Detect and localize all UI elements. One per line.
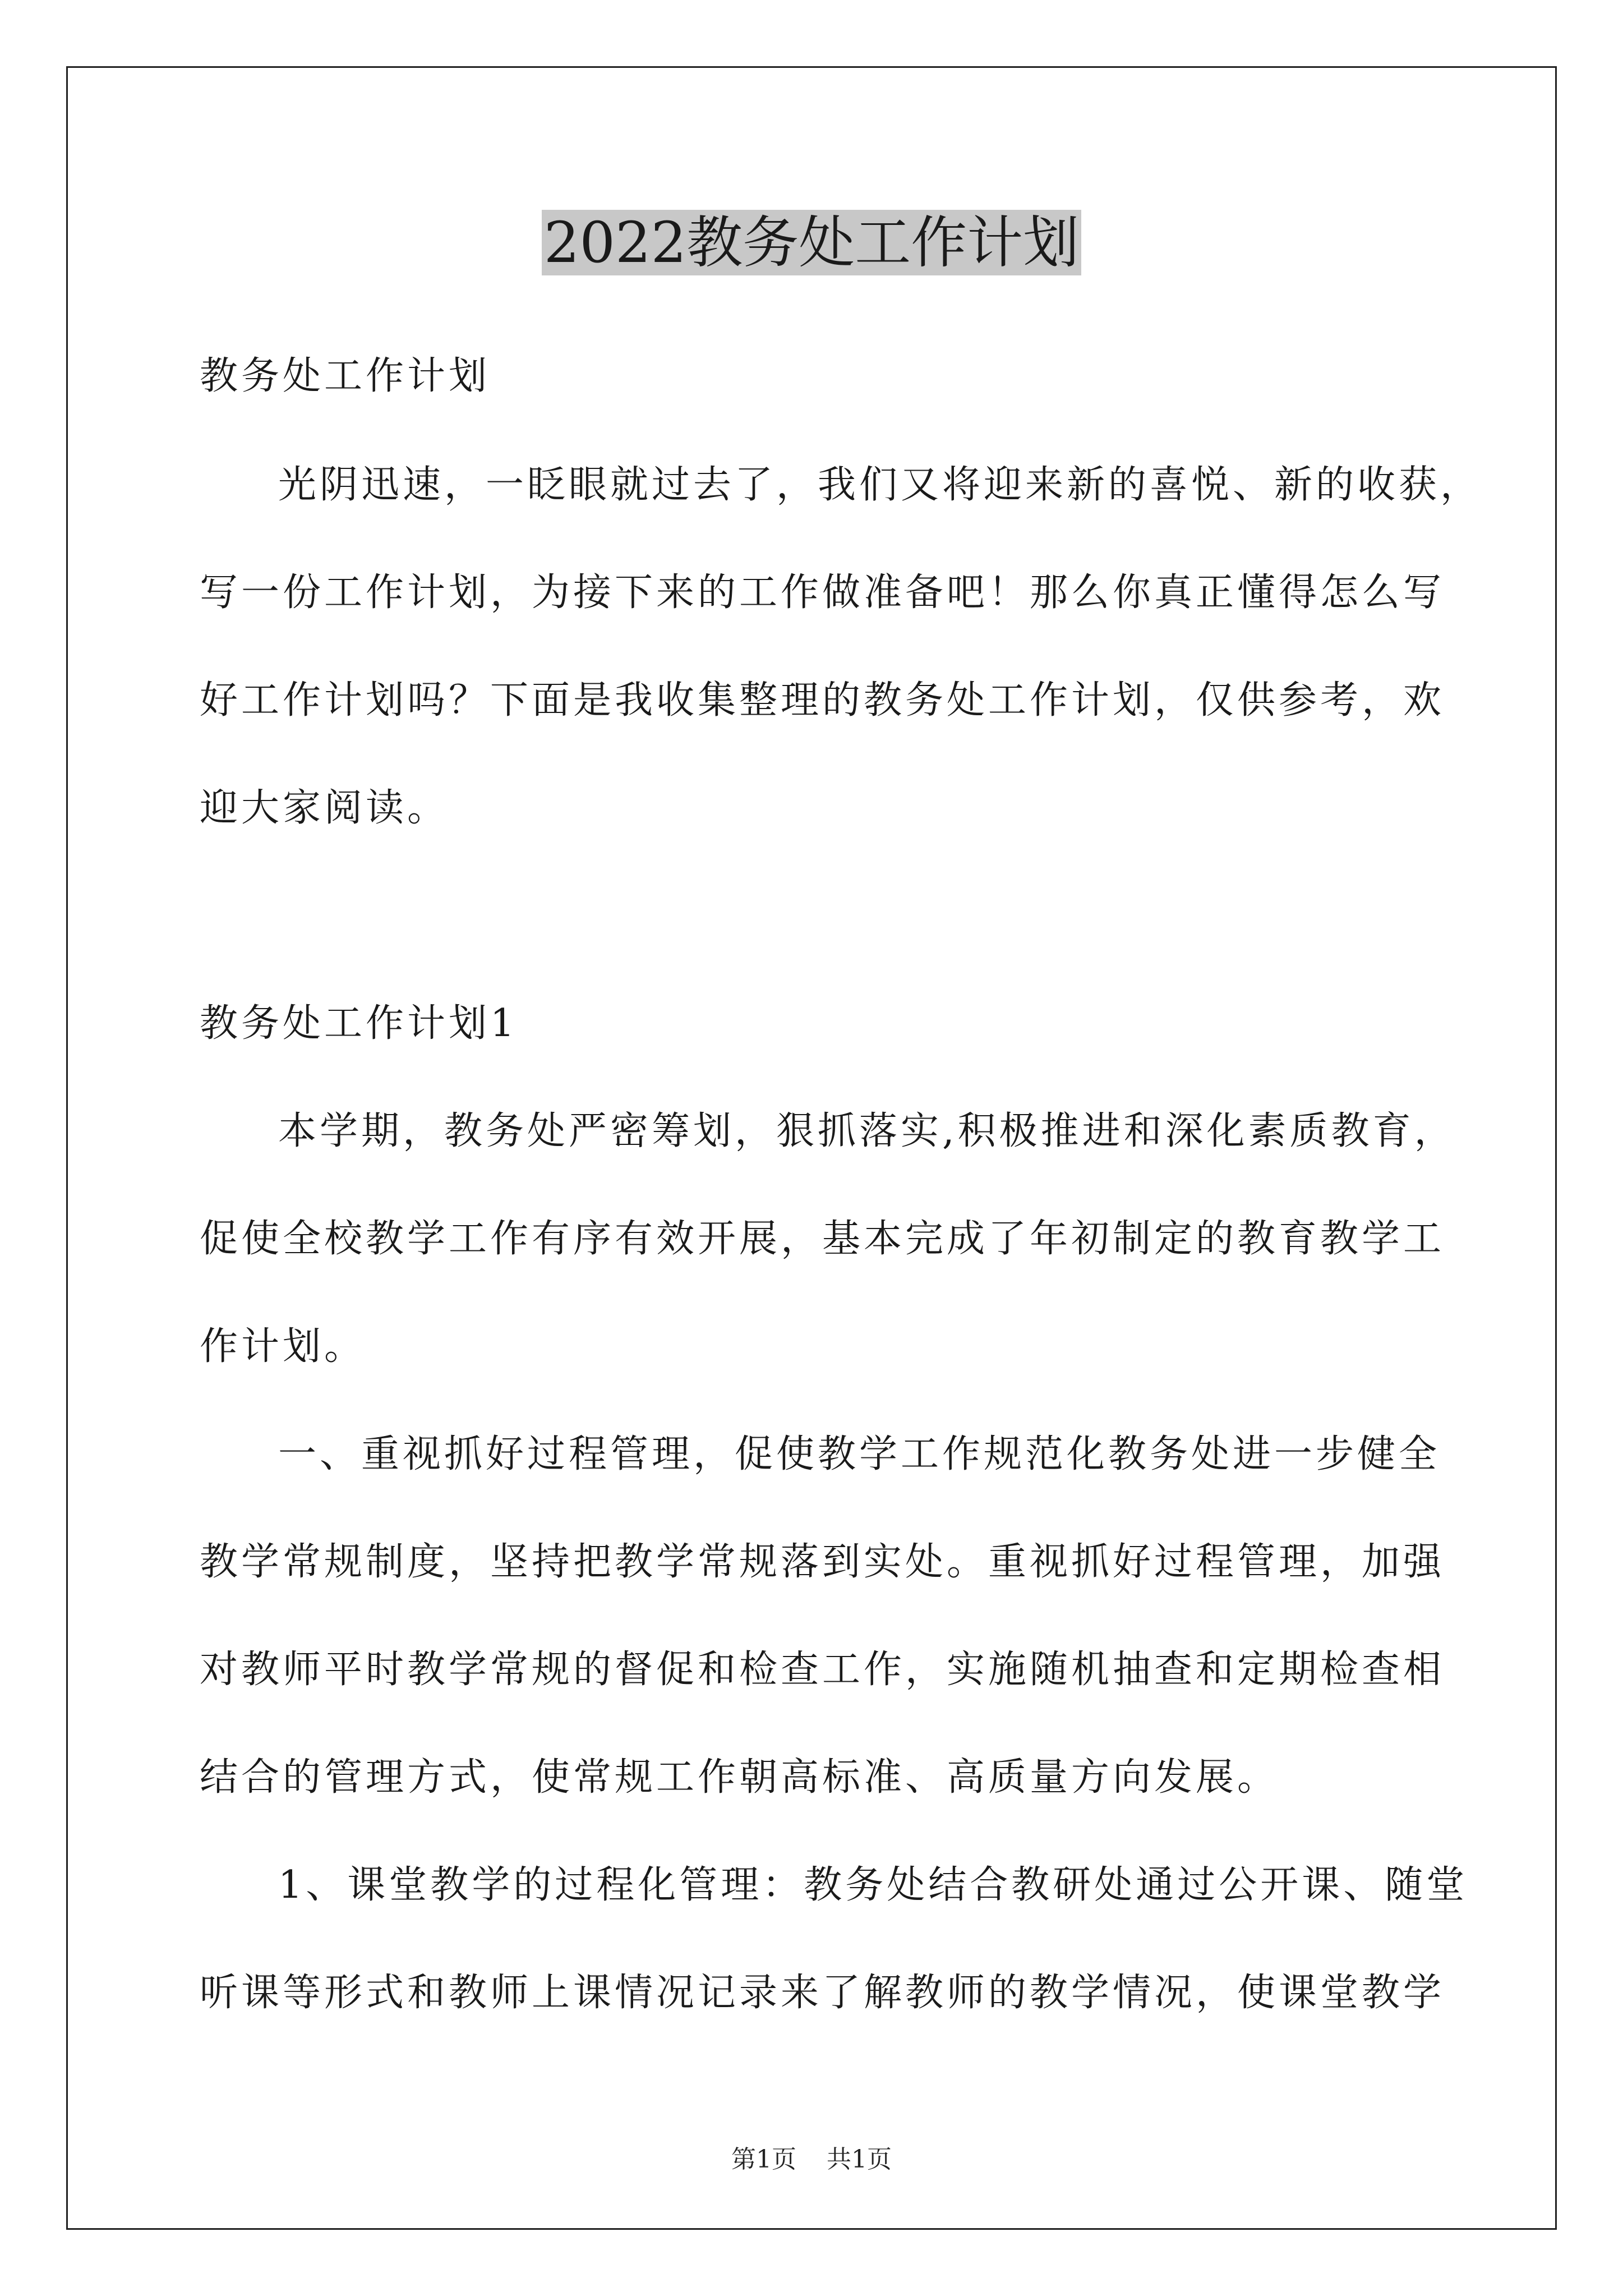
paragraph-line: 作计划。 [200, 1324, 366, 1369]
paragraph-line: 写一份工作计划，为接下来的工作做准备吧！那么你真正懂得怎么写 [200, 570, 1445, 615]
section-heading: 教务处工作计划1 [200, 1001, 518, 1046]
document-title-text: 2022教务处工作计划 [542, 210, 1082, 275]
paragraph-line: 教学常规制度，坚持把教学常规落到实处。重视抓好过程管理，加强 [200, 1540, 1445, 1584]
document-title [0, 206, 1623, 279]
paragraph-line: 听课等形式和教师上课情况记录来了解教师的教学情况，使课堂教学 [200, 1971, 1445, 2015]
paragraph-line: 1、课堂教学的过程化管理：教务处结合教研处通过公开课、随堂 [278, 1863, 1468, 1907]
paragraph-line: 一、重视抓好过程管理，促使教学工作规范化教务处进一步健全 [278, 1432, 1441, 1476]
paragraph-line: 促使全校教学工作有序有效开展，基本完成了年初制定的教育教学工 [200, 1217, 1445, 1261]
page-number-current: 第1页 [731, 2145, 796, 2174]
paragraph-line: 本学期，教务处严密筹划，狠抓落实,积极推进和深化素质教育， [278, 1109, 1456, 1153]
paragraph-line: 结合的管理方式，使常规工作朝高标准、高质量方向发展。 [200, 1755, 1279, 1800]
page-number-total: 共1页 [827, 2145, 892, 2174]
paragraph-line: 光阴迅速，一眨眼就过去了，我们又将迎来新的喜悦、新的收获， [278, 463, 1482, 507]
page-footer [0, 2143, 1623, 2177]
section-heading: 教务处工作计划 [200, 354, 491, 398]
paragraph-line: 迎大家阅读。 [200, 786, 449, 830]
paragraph-line: 对教师平时教学常规的督促和检查工作，实施随机抽查和定期检查相 [200, 1648, 1445, 1692]
paragraph-line: 好工作计划吗？下面是我收集整理的教务处工作计划，仅供参考，欢 [200, 678, 1445, 723]
